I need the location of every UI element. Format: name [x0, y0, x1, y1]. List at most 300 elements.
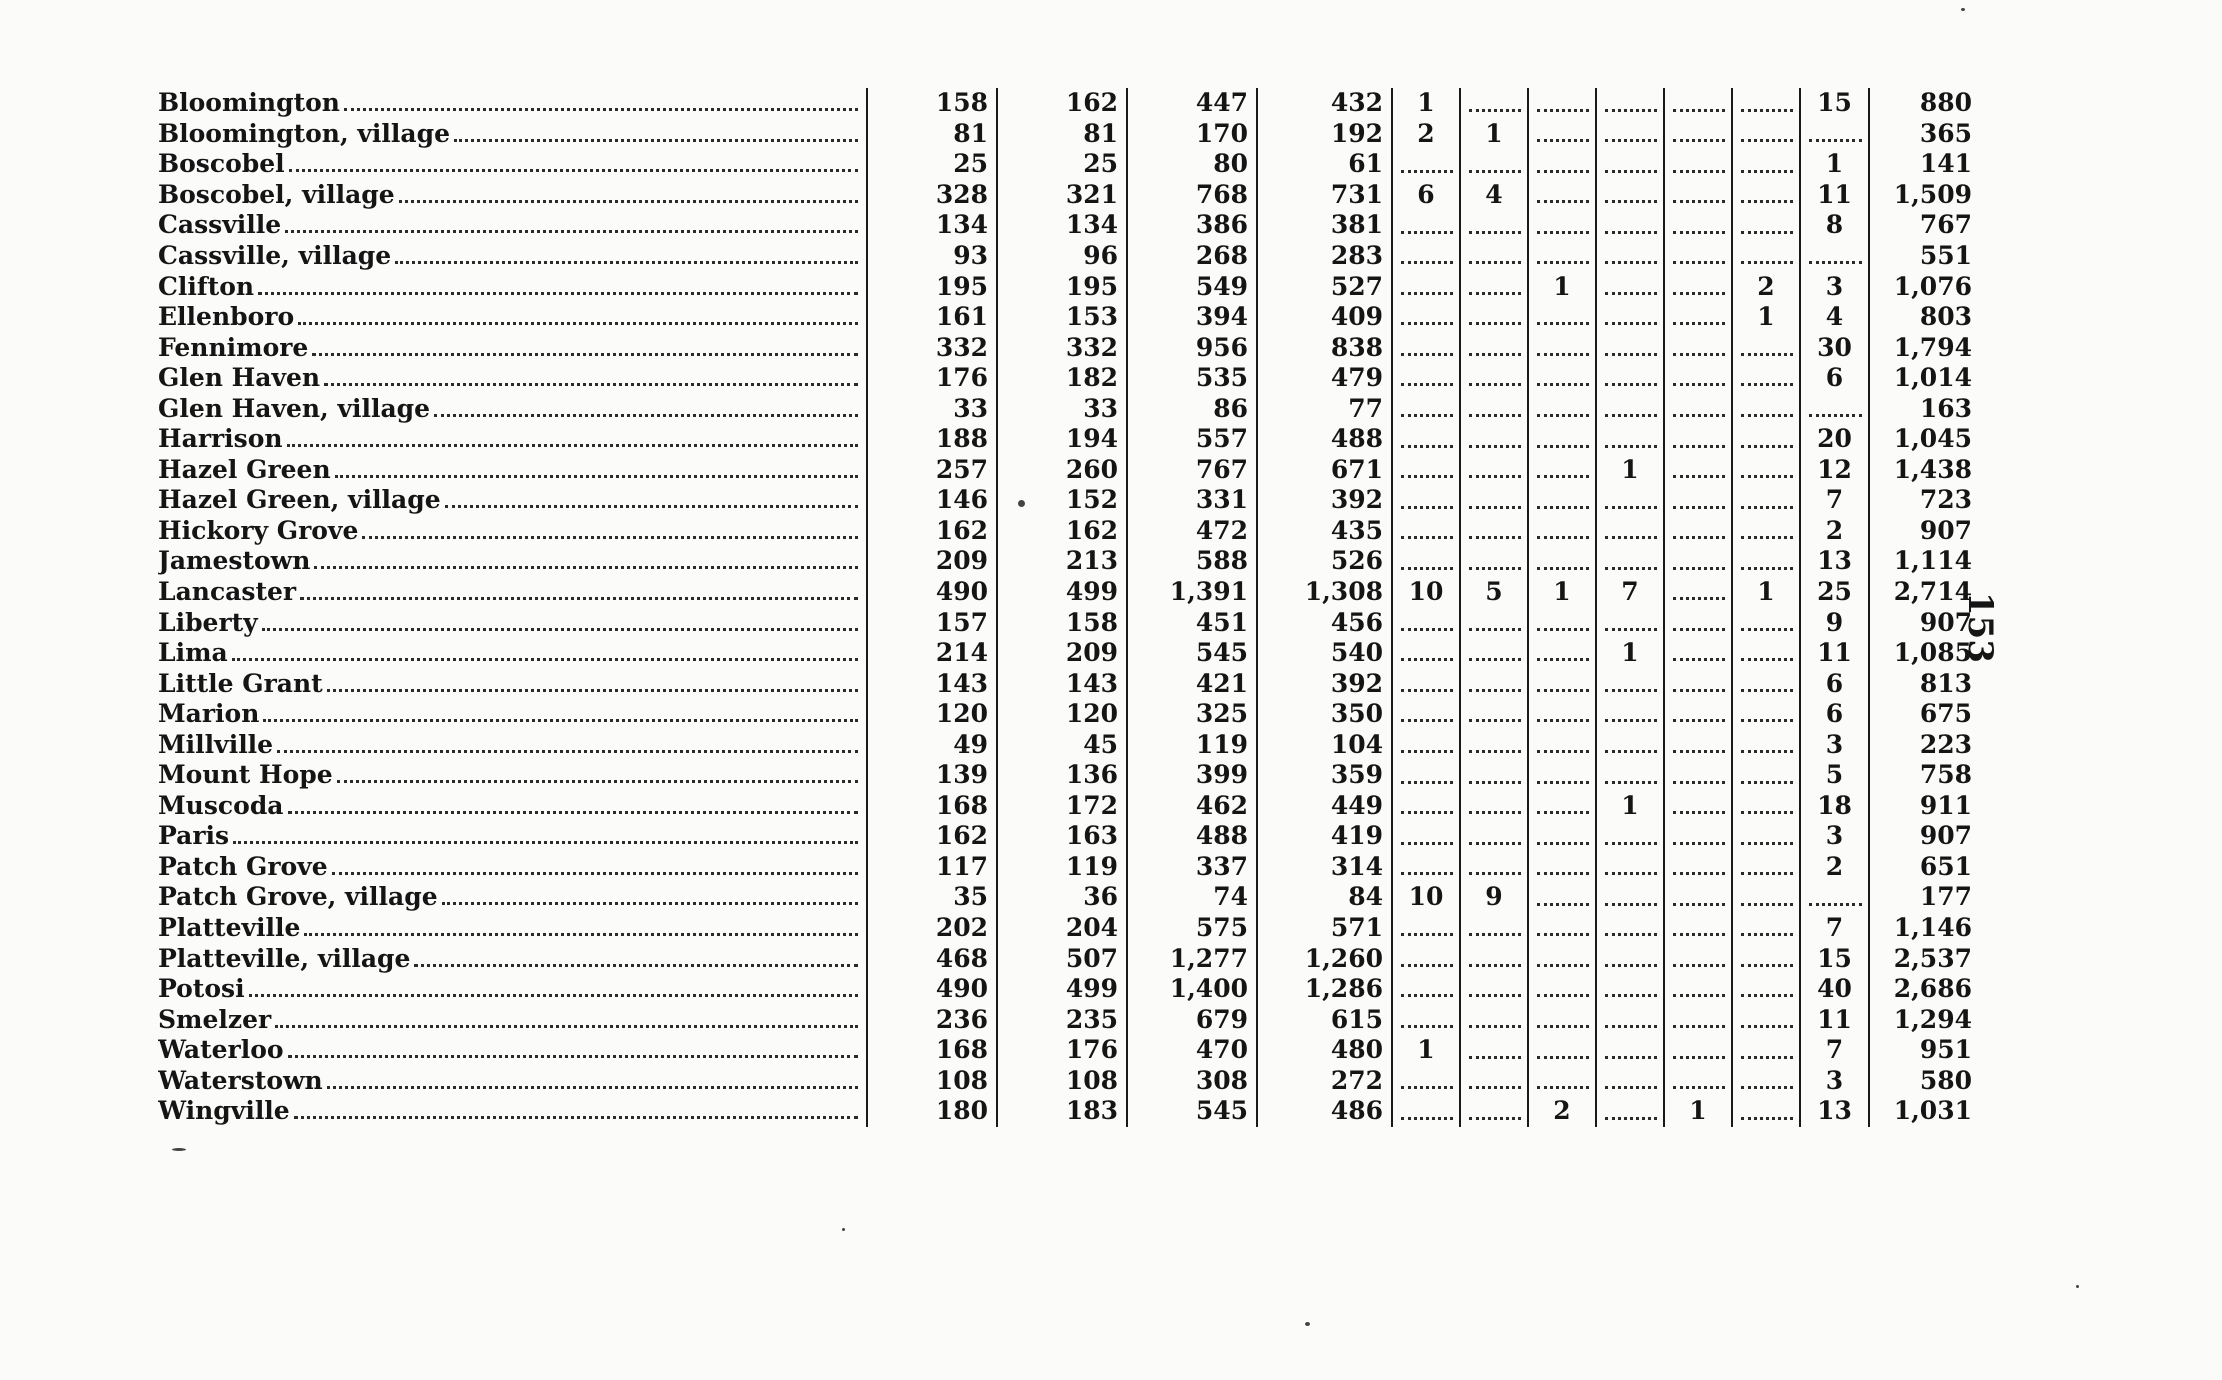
- cell-col-4: 527: [1257, 271, 1392, 302]
- cell-col-2: 204: [997, 913, 1127, 944]
- population-table: [150, 88, 1980, 1127]
- table-row: [150, 332, 1980, 363]
- cell-col-6: [1460, 88, 1528, 119]
- row-label-cell: [150, 393, 867, 424]
- cell-col-8: [1596, 913, 1664, 944]
- cell-col-2: 162: [997, 516, 1127, 547]
- cell-col-4: 84: [1257, 882, 1392, 913]
- cell-col-12: 1,294: [1869, 1004, 1980, 1035]
- row-label-cell: [150, 729, 867, 760]
- cell-col-3: 394: [1127, 302, 1257, 333]
- cell-col-4: 419: [1257, 821, 1392, 852]
- place-name: Paris: [158, 821, 230, 851]
- row-label-wrap: [158, 1066, 858, 1096]
- row-label-cell: [150, 119, 867, 150]
- place-name: Waterstown: [158, 1065, 323, 1095]
- cell-col-1: 108: [867, 1066, 997, 1097]
- table-row: [150, 699, 1980, 730]
- cell-col-10: [1732, 1066, 1800, 1097]
- cell-col-3: 337: [1127, 852, 1257, 883]
- cell-col-6: [1460, 1035, 1528, 1066]
- cell-col-7: [1528, 760, 1596, 791]
- cell-col-7: [1528, 607, 1596, 638]
- cell-col-8: [1596, 1004, 1664, 1035]
- table-row: [150, 180, 1980, 211]
- cell-col-11: 3: [1800, 729, 1869, 760]
- cell-col-8: [1596, 393, 1664, 424]
- cell-col-6: [1460, 393, 1528, 424]
- cell-col-4: 479: [1257, 363, 1392, 394]
- row-label-cell: [150, 455, 867, 486]
- cell-col-3: 1,400: [1127, 974, 1257, 1005]
- dot-leader: [337, 780, 858, 783]
- row-label-cell: [150, 302, 867, 333]
- cell-col-10: [1732, 729, 1800, 760]
- cell-col-8: 1: [1596, 638, 1664, 669]
- cell-col-11: 6: [1800, 363, 1869, 394]
- dot-leader: [312, 353, 858, 356]
- cell-col-8: [1596, 241, 1664, 272]
- cell-col-3: 470: [1127, 1035, 1257, 1066]
- cell-col-4: 359: [1257, 760, 1392, 791]
- cell-col-1: 49: [867, 729, 997, 760]
- cell-col-7: [1528, 852, 1596, 883]
- cell-col-10: [1732, 546, 1800, 577]
- cell-col-10: [1732, 424, 1800, 455]
- cell-col-1: 134: [867, 210, 997, 241]
- cell-col-11: 25: [1800, 577, 1869, 608]
- row-label-cell: [150, 424, 867, 455]
- cell-col-5: [1392, 455, 1460, 486]
- cell-col-7: [1528, 638, 1596, 669]
- dot-leader: [300, 597, 858, 600]
- table-body: [150, 88, 1980, 1127]
- cell-col-5: 10: [1392, 882, 1460, 913]
- row-label-wrap: [158, 730, 858, 760]
- cell-col-5: [1392, 485, 1460, 516]
- cell-col-8: [1596, 668, 1664, 699]
- cell-col-1: 202: [867, 913, 997, 944]
- cell-col-9: [1664, 943, 1732, 974]
- cell-col-6: [1460, 424, 1528, 455]
- place-name: Clifton: [158, 271, 255, 301]
- cell-col-2: 134: [997, 210, 1127, 241]
- cell-col-2: 152: [997, 485, 1127, 516]
- cell-col-2: 499: [997, 974, 1127, 1005]
- cell-col-1: 176: [867, 363, 997, 394]
- cell-col-5: [1392, 516, 1460, 547]
- cell-col-12: 580: [1869, 1066, 1980, 1097]
- table-row: [150, 546, 1980, 577]
- cell-col-4: 1,260: [1257, 943, 1392, 974]
- cell-col-6: [1460, 638, 1528, 669]
- row-label-cell: [150, 638, 867, 669]
- row-label-cell: [150, 699, 867, 730]
- table-row: [150, 149, 1980, 180]
- cell-col-1: 146: [867, 485, 997, 516]
- cell-col-10: [1732, 485, 1800, 516]
- cell-col-8: [1596, 1035, 1664, 1066]
- cell-col-5: [1392, 332, 1460, 363]
- cell-col-11: 8: [1800, 210, 1869, 241]
- cell-col-10: [1732, 1035, 1800, 1066]
- cell-col-9: [1664, 1035, 1732, 1066]
- table-row: [150, 210, 1980, 241]
- row-label-wrap: [158, 1005, 858, 1035]
- cell-col-2: 213: [997, 546, 1127, 577]
- dot-leader: [304, 933, 858, 936]
- cell-col-3: 767: [1127, 455, 1257, 486]
- cell-col-6: [1460, 1066, 1528, 1097]
- cell-col-2: 158: [997, 607, 1127, 638]
- cell-col-12: 2,686: [1869, 974, 1980, 1005]
- cell-col-2: 172: [997, 791, 1127, 822]
- cell-col-5: 10: [1392, 577, 1460, 608]
- cell-col-12: 2,714: [1869, 577, 1980, 608]
- cell-col-1: 33: [867, 393, 997, 424]
- cell-col-12: 911: [1869, 791, 1980, 822]
- dot-leader: [275, 1025, 858, 1028]
- cell-col-10: [1732, 791, 1800, 822]
- cell-col-9: [1664, 363, 1732, 394]
- place-name: Boscobel, village: [158, 179, 395, 209]
- cell-col-11: 11: [1800, 1004, 1869, 1035]
- cell-col-2: 182: [997, 363, 1127, 394]
- cell-col-7: [1528, 791, 1596, 822]
- table-row: [150, 1096, 1980, 1127]
- cell-col-12: 880: [1869, 88, 1980, 119]
- cell-col-12: 1,114: [1869, 546, 1980, 577]
- cell-col-9: [1664, 271, 1732, 302]
- cell-col-12: 1,085: [1869, 638, 1980, 669]
- cell-col-4: 192: [1257, 119, 1392, 150]
- row-label-wrap: [158, 394, 858, 424]
- cell-col-2: 96: [997, 241, 1127, 272]
- dot-leader: [362, 536, 858, 539]
- table-row: [150, 455, 1980, 486]
- cell-col-10: 1: [1732, 302, 1800, 333]
- cell-col-7: [1528, 88, 1596, 119]
- cell-col-7: [1528, 821, 1596, 852]
- cell-col-11: 7: [1800, 913, 1869, 944]
- dot-leader: [434, 414, 858, 417]
- cell-col-2: 45: [997, 729, 1127, 760]
- cell-col-4: 615: [1257, 1004, 1392, 1035]
- cell-col-1: 490: [867, 577, 997, 608]
- cell-col-1: 188: [867, 424, 997, 455]
- place-name: Bloomington, village: [158, 118, 450, 148]
- cell-col-5: [1392, 729, 1460, 760]
- cell-col-6: [1460, 1004, 1528, 1035]
- table-row: [150, 913, 1980, 944]
- cell-col-6: [1460, 760, 1528, 791]
- cell-col-1: 195: [867, 271, 997, 302]
- dot-leader: [258, 292, 858, 295]
- cell-col-7: [1528, 332, 1596, 363]
- cell-col-9: [1664, 729, 1732, 760]
- cell-col-4: 488: [1257, 424, 1392, 455]
- place-name: Little Grant: [158, 668, 323, 698]
- cell-col-7: [1528, 485, 1596, 516]
- cell-col-6: [1460, 1096, 1528, 1127]
- cell-col-11: 15: [1800, 943, 1869, 974]
- cell-col-8: [1596, 149, 1664, 180]
- cell-col-12: 675: [1869, 699, 1980, 730]
- place-name: Waterloo: [158, 1035, 284, 1065]
- cell-col-10: [1732, 943, 1800, 974]
- cell-col-8: [1596, 271, 1664, 302]
- cell-col-8: 1: [1596, 791, 1664, 822]
- dot-leader: [298, 322, 858, 325]
- cell-col-3: 545: [1127, 638, 1257, 669]
- table-row: [150, 485, 1980, 516]
- cell-col-12: 163: [1869, 393, 1980, 424]
- cell-col-5: 1: [1392, 1035, 1460, 1066]
- cell-col-12: 723: [1869, 485, 1980, 516]
- row-label-cell: [150, 1035, 867, 1066]
- cell-col-7: [1528, 516, 1596, 547]
- place-name: Jamestown: [158, 546, 311, 576]
- cell-col-12: 1,509: [1869, 180, 1980, 211]
- cell-col-4: 1,308: [1257, 577, 1392, 608]
- cell-col-7: [1528, 974, 1596, 1005]
- cell-col-12: 1,076: [1869, 271, 1980, 302]
- dot-leader: [327, 1086, 858, 1089]
- place-name: Lima: [158, 638, 228, 668]
- cell-col-11: 6: [1800, 668, 1869, 699]
- cell-col-9: [1664, 149, 1732, 180]
- table-row: [150, 668, 1980, 699]
- place-name: Patch Grove, village: [158, 882, 438, 912]
- cell-col-9: [1664, 516, 1732, 547]
- row-label-cell: [150, 546, 867, 577]
- cell-col-3: 119: [1127, 729, 1257, 760]
- cell-col-5: 6: [1392, 180, 1460, 211]
- place-name: Hazel Green, village: [158, 485, 441, 515]
- cell-col-2: 33: [997, 393, 1127, 424]
- cell-col-11: 7: [1800, 1035, 1869, 1066]
- cell-col-5: [1392, 821, 1460, 852]
- cell-col-3: 268: [1127, 241, 1257, 272]
- row-label-cell: [150, 974, 867, 1005]
- cell-col-5: [1392, 699, 1460, 730]
- cell-col-10: [1732, 607, 1800, 638]
- table-row: [150, 791, 1980, 822]
- cell-col-6: [1460, 516, 1528, 547]
- cell-col-1: 93: [867, 241, 997, 272]
- cell-col-12: 907: [1869, 821, 1980, 852]
- place-name: Cassville, village: [158, 241, 392, 270]
- dot-leader: [233, 841, 858, 844]
- cell-col-9: [1664, 791, 1732, 822]
- cell-col-3: 308: [1127, 1066, 1257, 1097]
- print-speck: [842, 1228, 845, 1231]
- cell-col-1: 143: [867, 668, 997, 699]
- cell-col-10: [1732, 913, 1800, 944]
- print-speck: [2076, 1285, 2079, 1288]
- dot-leader: [344, 108, 858, 111]
- table-row: [150, 821, 1980, 852]
- cell-col-3: 86: [1127, 393, 1257, 424]
- cell-col-9: [1664, 332, 1732, 363]
- row-label-cell: [150, 1066, 867, 1097]
- cell-col-9: [1664, 119, 1732, 150]
- cell-col-10: [1732, 1004, 1800, 1035]
- cell-col-11: 20: [1800, 424, 1869, 455]
- cell-col-11: 5: [1800, 760, 1869, 791]
- dot-leader: [285, 230, 858, 233]
- cell-col-1: 328: [867, 180, 997, 211]
- place-name: Harrison: [158, 424, 283, 454]
- cell-col-4: 409: [1257, 302, 1392, 333]
- cell-col-8: [1596, 180, 1664, 211]
- dot-leader: [414, 964, 858, 967]
- cell-col-12: 758: [1869, 760, 1980, 791]
- cell-col-7: [1528, 149, 1596, 180]
- cell-col-3: 74: [1127, 882, 1257, 913]
- row-label-wrap: [158, 455, 858, 485]
- cell-col-2: 499: [997, 577, 1127, 608]
- table-row: [150, 1066, 1980, 1097]
- cell-col-11: 13: [1800, 546, 1869, 577]
- cell-col-7: [1528, 729, 1596, 760]
- cell-col-11: [1800, 241, 1869, 272]
- cell-col-12: 907: [1869, 607, 1980, 638]
- cell-col-3: 447: [1127, 88, 1257, 119]
- cell-col-12: 223: [1869, 729, 1980, 760]
- cell-col-6: [1460, 363, 1528, 394]
- cell-col-1: 35: [867, 882, 997, 913]
- row-label-cell: [150, 607, 867, 638]
- cell-col-4: 731: [1257, 180, 1392, 211]
- cell-col-8: [1596, 607, 1664, 638]
- cell-col-4: 350: [1257, 699, 1392, 730]
- table-row: [150, 516, 1980, 547]
- cell-col-5: [1392, 241, 1460, 272]
- table-row: [150, 302, 1980, 333]
- cell-col-7: [1528, 455, 1596, 486]
- cell-col-2: 321: [997, 180, 1127, 211]
- cell-col-11: [1800, 882, 1869, 913]
- cell-col-8: [1596, 760, 1664, 791]
- table-row: [150, 119, 1980, 150]
- cell-col-5: [1392, 1004, 1460, 1035]
- cell-col-7: [1528, 393, 1596, 424]
- table-row: [150, 729, 1980, 760]
- cell-col-4: 540: [1257, 638, 1392, 669]
- table-row: [150, 607, 1980, 638]
- cell-col-2: 507: [997, 943, 1127, 974]
- cell-col-3: 462: [1127, 791, 1257, 822]
- row-label-wrap: [158, 699, 858, 729]
- place-name: Cassville: [158, 210, 282, 240]
- cell-col-11: 6: [1800, 699, 1869, 730]
- cell-col-11: 4: [1800, 302, 1869, 333]
- cell-col-9: [1664, 913, 1732, 944]
- place-name: Smelzer: [158, 1004, 272, 1034]
- cell-col-9: [1664, 699, 1732, 730]
- place-name: Boscobel: [158, 149, 285, 179]
- cell-col-7: [1528, 119, 1596, 150]
- table-row: [150, 943, 1980, 974]
- dot-leader: [288, 811, 858, 814]
- row-label-wrap: [158, 882, 858, 912]
- row-label-cell: [150, 271, 867, 302]
- cell-col-7: [1528, 1035, 1596, 1066]
- table-row: [150, 88, 1980, 119]
- cell-col-1: 162: [867, 821, 997, 852]
- cell-col-2: 119: [997, 852, 1127, 883]
- cell-col-5: [1392, 852, 1460, 883]
- row-label-wrap: [158, 577, 858, 607]
- table-row: [150, 882, 1980, 913]
- cell-col-1: 117: [867, 852, 997, 883]
- cell-col-3: 325: [1127, 699, 1257, 730]
- cell-col-7: [1528, 241, 1596, 272]
- cell-col-2: 183: [997, 1096, 1127, 1127]
- cell-col-1: 180: [867, 1096, 997, 1127]
- cell-col-8: [1596, 974, 1664, 1005]
- cell-col-11: 11: [1800, 180, 1869, 211]
- cell-col-11: [1800, 393, 1869, 424]
- place-name: Platteville: [158, 913, 301, 943]
- dot-leader: [399, 200, 858, 203]
- row-label-wrap: [158, 608, 858, 638]
- cell-col-10: [1732, 363, 1800, 394]
- place-name: Muscoda: [158, 790, 284, 820]
- cell-col-9: [1664, 1066, 1732, 1097]
- cell-col-9: [1664, 455, 1732, 486]
- cell-col-1: 332: [867, 332, 997, 363]
- cell-col-10: [1732, 760, 1800, 791]
- dot-leader: [335, 475, 858, 478]
- cell-col-11: 40: [1800, 974, 1869, 1005]
- cell-col-8: 7: [1596, 577, 1664, 608]
- cell-col-8: [1596, 699, 1664, 730]
- table-row: [150, 1035, 1980, 1066]
- cell-col-6: [1460, 149, 1528, 180]
- dot-leader: [294, 1116, 858, 1119]
- row-label-cell: [150, 1004, 867, 1035]
- table-row: [150, 638, 1980, 669]
- cell-col-3: 421: [1127, 668, 1257, 699]
- cell-col-6: [1460, 668, 1528, 699]
- cell-col-9: [1664, 638, 1732, 669]
- cell-col-7: [1528, 1066, 1596, 1097]
- cell-col-7: [1528, 699, 1596, 730]
- dot-leader: [445, 505, 858, 508]
- cell-col-11: 3: [1800, 821, 1869, 852]
- cell-col-10: [1732, 668, 1800, 699]
- cell-col-2: 143: [997, 668, 1127, 699]
- cell-col-2: 209: [997, 638, 1127, 669]
- cell-col-5: 2: [1392, 119, 1460, 150]
- cell-col-1: 158: [867, 88, 997, 119]
- cell-col-4: 671: [1257, 455, 1392, 486]
- cell-col-12: 651: [1869, 852, 1980, 883]
- cell-col-3: 170: [1127, 119, 1257, 150]
- cell-col-6: [1460, 455, 1528, 486]
- cell-col-11: 12: [1800, 455, 1869, 486]
- cell-col-3: 557: [1127, 424, 1257, 455]
- cell-col-6: [1460, 302, 1528, 333]
- cell-col-1: 209: [867, 546, 997, 577]
- dot-leader: [232, 658, 858, 661]
- cell-col-11: 30: [1800, 332, 1869, 363]
- table-row: [150, 424, 1980, 455]
- row-label-wrap: [158, 272, 858, 302]
- cell-col-9: [1664, 546, 1732, 577]
